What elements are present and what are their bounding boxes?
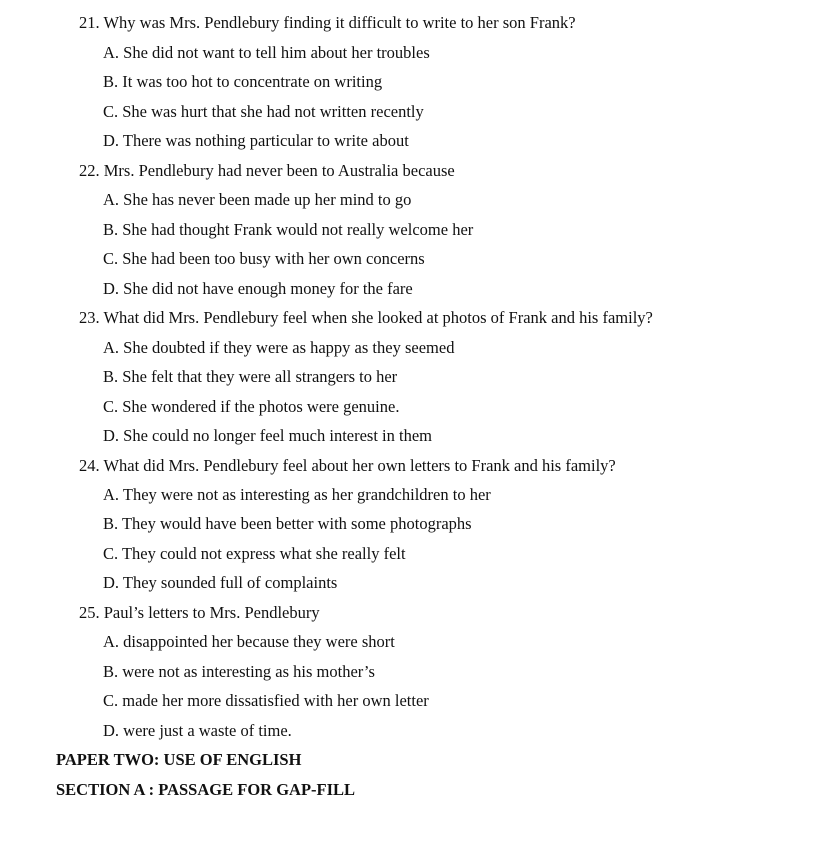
question-24-option-c: C. They could not express what she really felt xyxy=(103,544,406,563)
question-21-stem: 21. Why was Mrs. Pendlebury finding it difficult to write to her son Frank? xyxy=(79,13,576,32)
question-22-option-c: C. She had been too busy with her own concerns xyxy=(103,249,425,268)
question-25-option-d: D. were just a waste of time. xyxy=(103,721,292,740)
question-25-option-c: C. made her more dissatisfied with her own letter xyxy=(103,691,429,710)
question-23-option-a: A. She doubted if they were as happy as they seemed xyxy=(103,338,455,357)
question-25-stem: 25. Paul’s letters to Mrs. Pendlebury xyxy=(79,603,320,622)
question-23-option-b: B. She felt that they were all strangers to her xyxy=(103,367,398,386)
question-25-option-b: B. were not as interesting as his mother’s xyxy=(103,662,375,681)
question-21-option-d: D. There was nothing particular to write about xyxy=(103,131,409,150)
question-25-option-a: A. disappointed her because they were short xyxy=(103,632,395,651)
question-23-option-d: D. She could no longer feel much interest in them xyxy=(103,426,433,445)
question-23-stem: 23. What did Mrs. Pendlebury feel when she looked at photos of Frank and his family? xyxy=(79,308,653,327)
question-24-option-d: D. They sounded full of complaints xyxy=(103,573,338,592)
question-24-stem: 24. What did Mrs. Pendlebury feel about her own letters to Frank and his family? xyxy=(79,456,616,475)
question-24-option-b: B. They would have been better with some photographs xyxy=(103,514,472,533)
question-22-option-d: D. She did not have enough money for the fare xyxy=(103,279,413,298)
question-22-option-b: B. She had thought Frank would not really welcome her xyxy=(103,220,474,239)
question-23-option-c: C. She wondered if the photos were genuine. xyxy=(103,397,400,416)
section-heading: SECTION A : PASSAGE FOR GAP-FILL xyxy=(56,780,356,799)
question-24-option-a: A. They were not as interesting as her grandchildren to her xyxy=(103,485,491,504)
question-21-option-b: B. It was too hot to concentrate on writing xyxy=(103,72,383,91)
question-21-option-c: C. She was hurt that she had not written recently xyxy=(103,102,424,121)
question-22-stem: 22. Mrs. Pendlebury had never been to Australia because xyxy=(79,161,455,180)
question-22-option-a: A. She has never been made up her mind to go xyxy=(103,190,412,209)
paper-heading: PAPER TWO: USE OF ENGLISH xyxy=(56,750,302,769)
question-21-option-a: A. She did not want to tell him about her troubles xyxy=(103,43,430,62)
